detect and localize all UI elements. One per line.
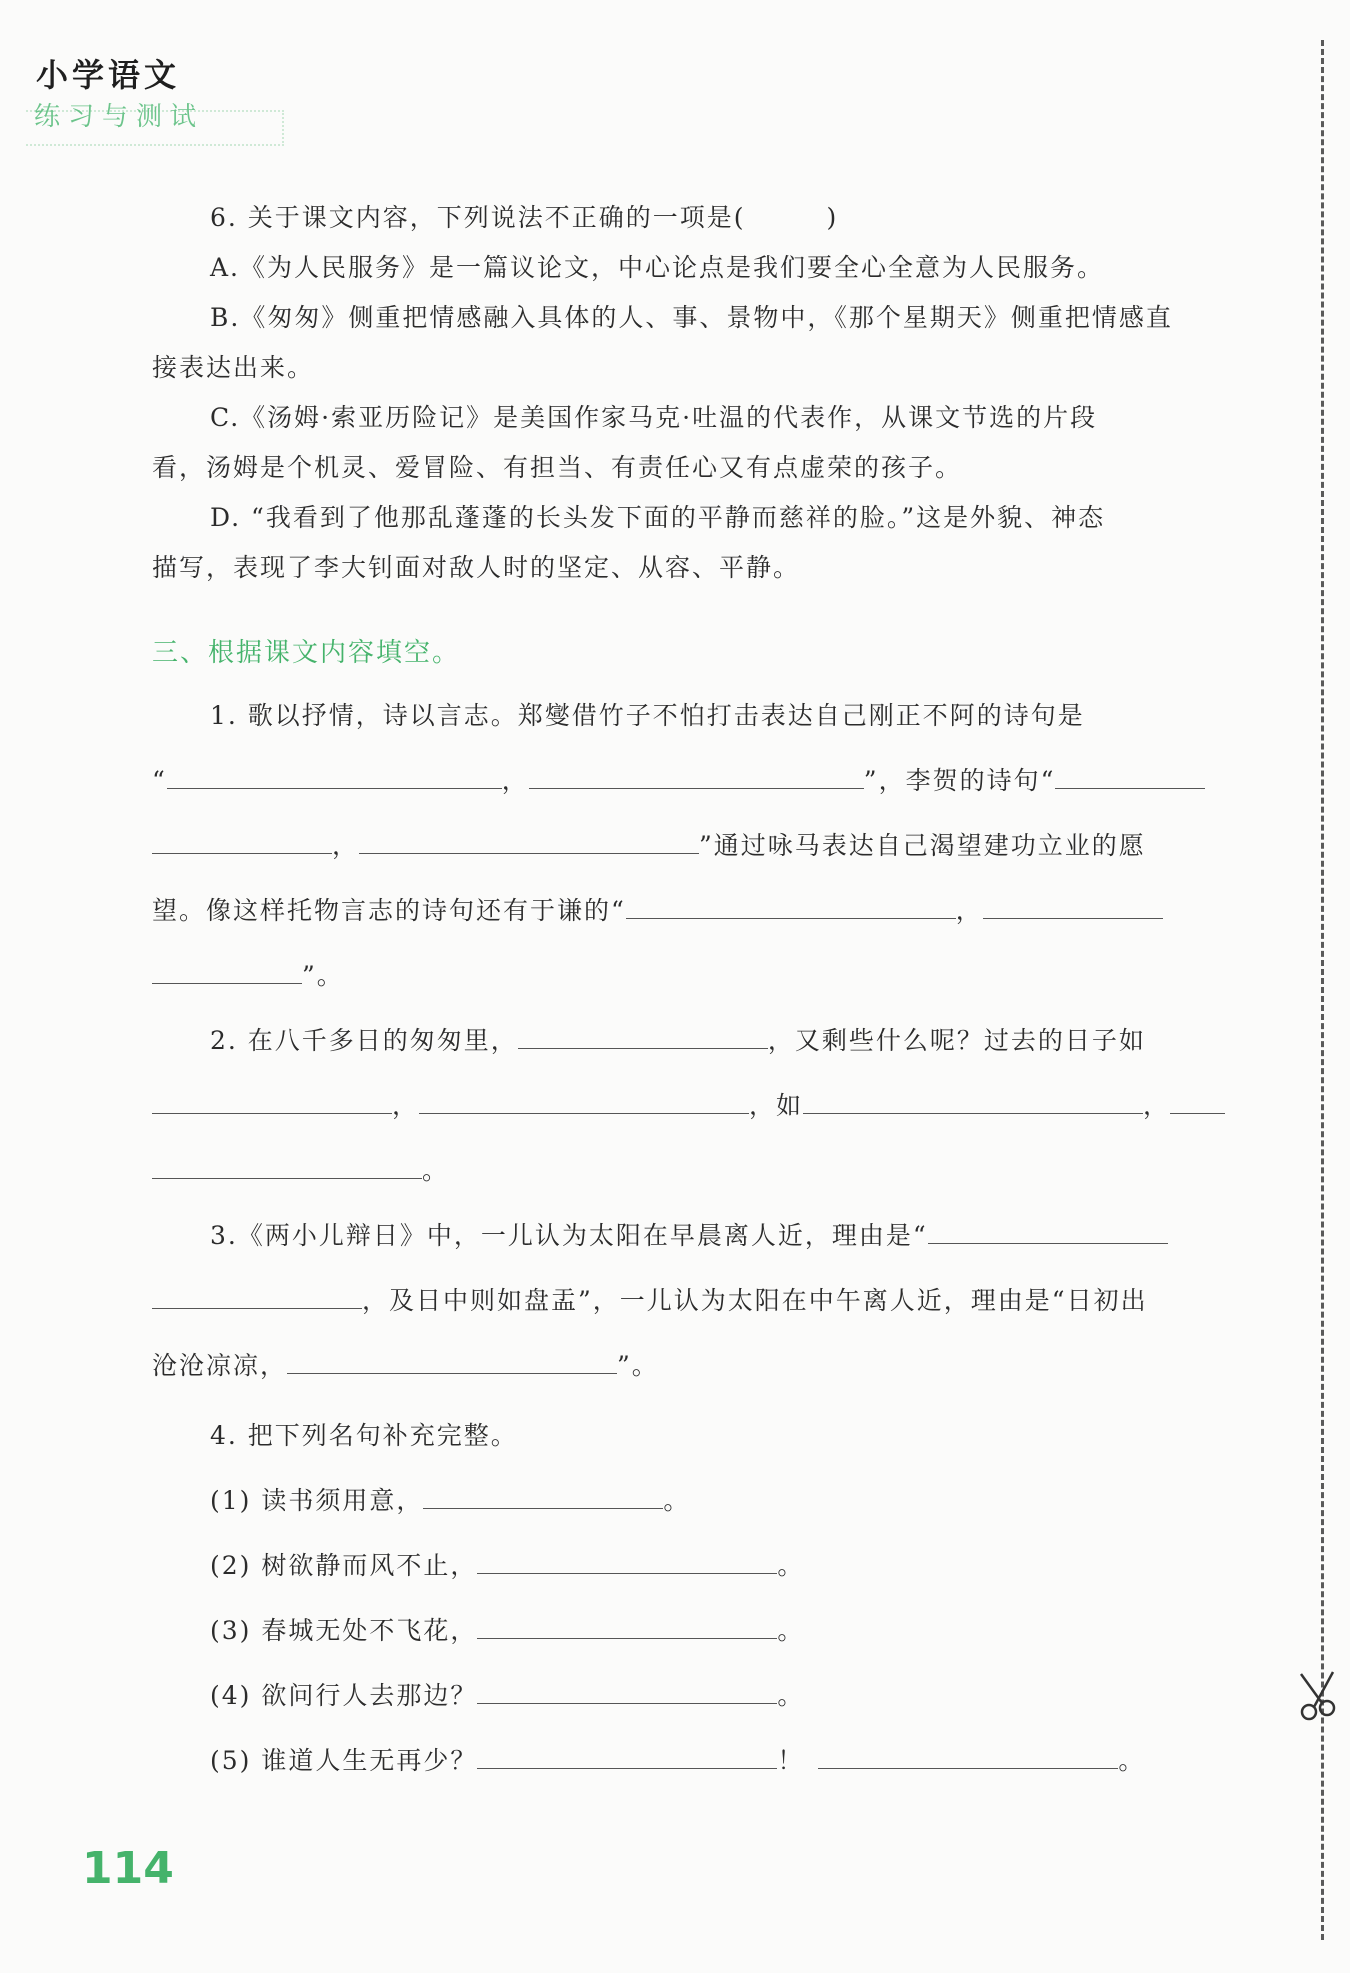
text: (5) 谁道人生无再少？ [210, 1746, 478, 1775]
fill1-line4 [152, 895, 1163, 927]
q6-option-a: A.《为人民服务》是一篇议论文，中心论点是我们要全心全意为人民服务。 [210, 253, 1105, 282]
fill2-line2 [152, 1090, 1225, 1122]
answer-blank[interactable] [477, 1681, 777, 1704]
answer-blank[interactable] [803, 1091, 1143, 1114]
answer-blank[interactable] [1170, 1091, 1225, 1114]
answer-blank[interactable] [477, 1746, 777, 1769]
answer-blank[interactable] [152, 1156, 422, 1179]
answer-blank[interactable] [359, 831, 699, 854]
text: ”。 [617, 1351, 659, 1380]
answer-blank[interactable] [419, 1091, 749, 1114]
text: “ [152, 766, 167, 795]
fill4-item2 [210, 1550, 804, 1582]
text: (3) 春城无处不飞花， [210, 1616, 478, 1645]
answer-blank[interactable] [152, 1286, 362, 1309]
fill2-line1 [210, 1025, 1146, 1057]
text: (4) 欲问行人去那边？ [210, 1681, 478, 1710]
answer-blank[interactable] [287, 1351, 617, 1374]
text: ”。 [302, 961, 344, 990]
text: 。 [663, 1486, 691, 1515]
answer-blank[interactable] [928, 1221, 1168, 1244]
q6-option-c-line2: 看，汤姆是个机灵、爱冒险、有担当、有责任心又有点虚荣的孩子。 [152, 453, 963, 482]
answer-blank[interactable] [152, 961, 302, 984]
q6-option-d-line2: 描写，表现了李大钊面对敌人时的坚定、从容、平静。 [152, 553, 801, 582]
text: ，及日中则如盘盂”，一儿认为太阳在中午离人近，理由是“日初出 [362, 1286, 1148, 1315]
fill3-line2 [152, 1285, 1148, 1317]
text: 望。像这样托物言志的诗句还有于谦的“ [152, 896, 626, 925]
text: ， [955, 896, 983, 925]
section-title: 三、根据课文内容填空。 [152, 638, 461, 668]
fill3-line1 [210, 1220, 1168, 1252]
fill4-item4 [210, 1680, 804, 1712]
text: 。 [777, 1616, 805, 1645]
text: ， [501, 766, 529, 795]
answer-blank[interactable] [477, 1616, 777, 1639]
fill1-line3 [152, 830, 1146, 862]
text: ，如 [749, 1091, 804, 1120]
text: ， [392, 1091, 420, 1120]
answer-blank[interactable] [518, 1026, 768, 1049]
answer-blank[interactable] [167, 766, 502, 789]
book-title: 小学语文 [36, 56, 181, 94]
fill3-line3 [152, 1350, 659, 1382]
text: ，又剩些什么呢？过去的日子如 [767, 1026, 1146, 1055]
q6-option-b-line1: B.《匆匆》侧重把情感融入具体的人、事、景物中，《那个星期天》侧重把情感直 [210, 303, 1173, 332]
fill4-item3 [210, 1615, 804, 1647]
text: 。 [422, 1156, 450, 1185]
fill1-line1: 1. 歌以抒情，诗以言志。郑燮借竹子不怕打击表达自己刚正不阿的诗句是 [210, 701, 1085, 730]
text: 2. 在八千多日的匆匆里， [210, 1026, 518, 1055]
text: ”通过咏马表达自己渴望建功立业的愿 [699, 831, 1146, 860]
text: 沧沧凉凉， [152, 1351, 288, 1380]
fill4-item5 [210, 1745, 1145, 1777]
book-subtitle: 练习与测试 [34, 102, 205, 132]
text: 3.《两小儿辩日》中，一儿认为太阳在早晨离人近，理由是“ [210, 1221, 928, 1250]
cut-line [1321, 40, 1324, 1940]
fill1-line5 [152, 960, 344, 992]
fill4-item1 [210, 1485, 690, 1517]
q6-option-d-line1: D. “我看到了他那乱蓬蓬的长头发下面的平静而慈祥的脸。”这是外貌、神态 [210, 503, 1106, 532]
q6-stem: 6. 关于课文内容，下列说法不正确的一项是( ) [210, 203, 839, 232]
page-number: 114 [82, 1843, 174, 1894]
answer-blank[interactable] [152, 1091, 392, 1114]
fill4-stem: 4. 把下列名句补充完整。 [210, 1421, 518, 1450]
text: 。 [1118, 1746, 1146, 1775]
q6-option-b-line2: 接表达出来。 [152, 353, 315, 382]
text: ， [1143, 1091, 1171, 1120]
text: ！ [777, 1746, 805, 1775]
answer-blank[interactable] [818, 1746, 1118, 1769]
text: ”，李贺的诗句“ [863, 766, 1056, 795]
fill2-line3 [152, 1155, 449, 1187]
fill1-line2 [152, 765, 1205, 797]
answer-blank[interactable] [983, 896, 1163, 919]
answer-blank[interactable] [152, 831, 332, 854]
answer-blank[interactable] [529, 766, 864, 789]
text: (2) 树欲静而风不止， [210, 1551, 478, 1580]
text: 。 [777, 1681, 805, 1710]
scissors-icon [1295, 1668, 1339, 1724]
q6-option-c-line1: C.《汤姆·索亚历险记》是美国作家马克·吐温的代表作，从课文节选的片段 [210, 403, 1098, 432]
answer-blank[interactable] [477, 1551, 777, 1574]
text: ， [332, 831, 360, 860]
answer-blank[interactable] [423, 1486, 663, 1509]
answer-blank[interactable] [626, 896, 956, 919]
text: 。 [777, 1551, 805, 1580]
text: (1) 读书须用意， [210, 1486, 424, 1515]
answer-blank[interactable] [1055, 766, 1205, 789]
